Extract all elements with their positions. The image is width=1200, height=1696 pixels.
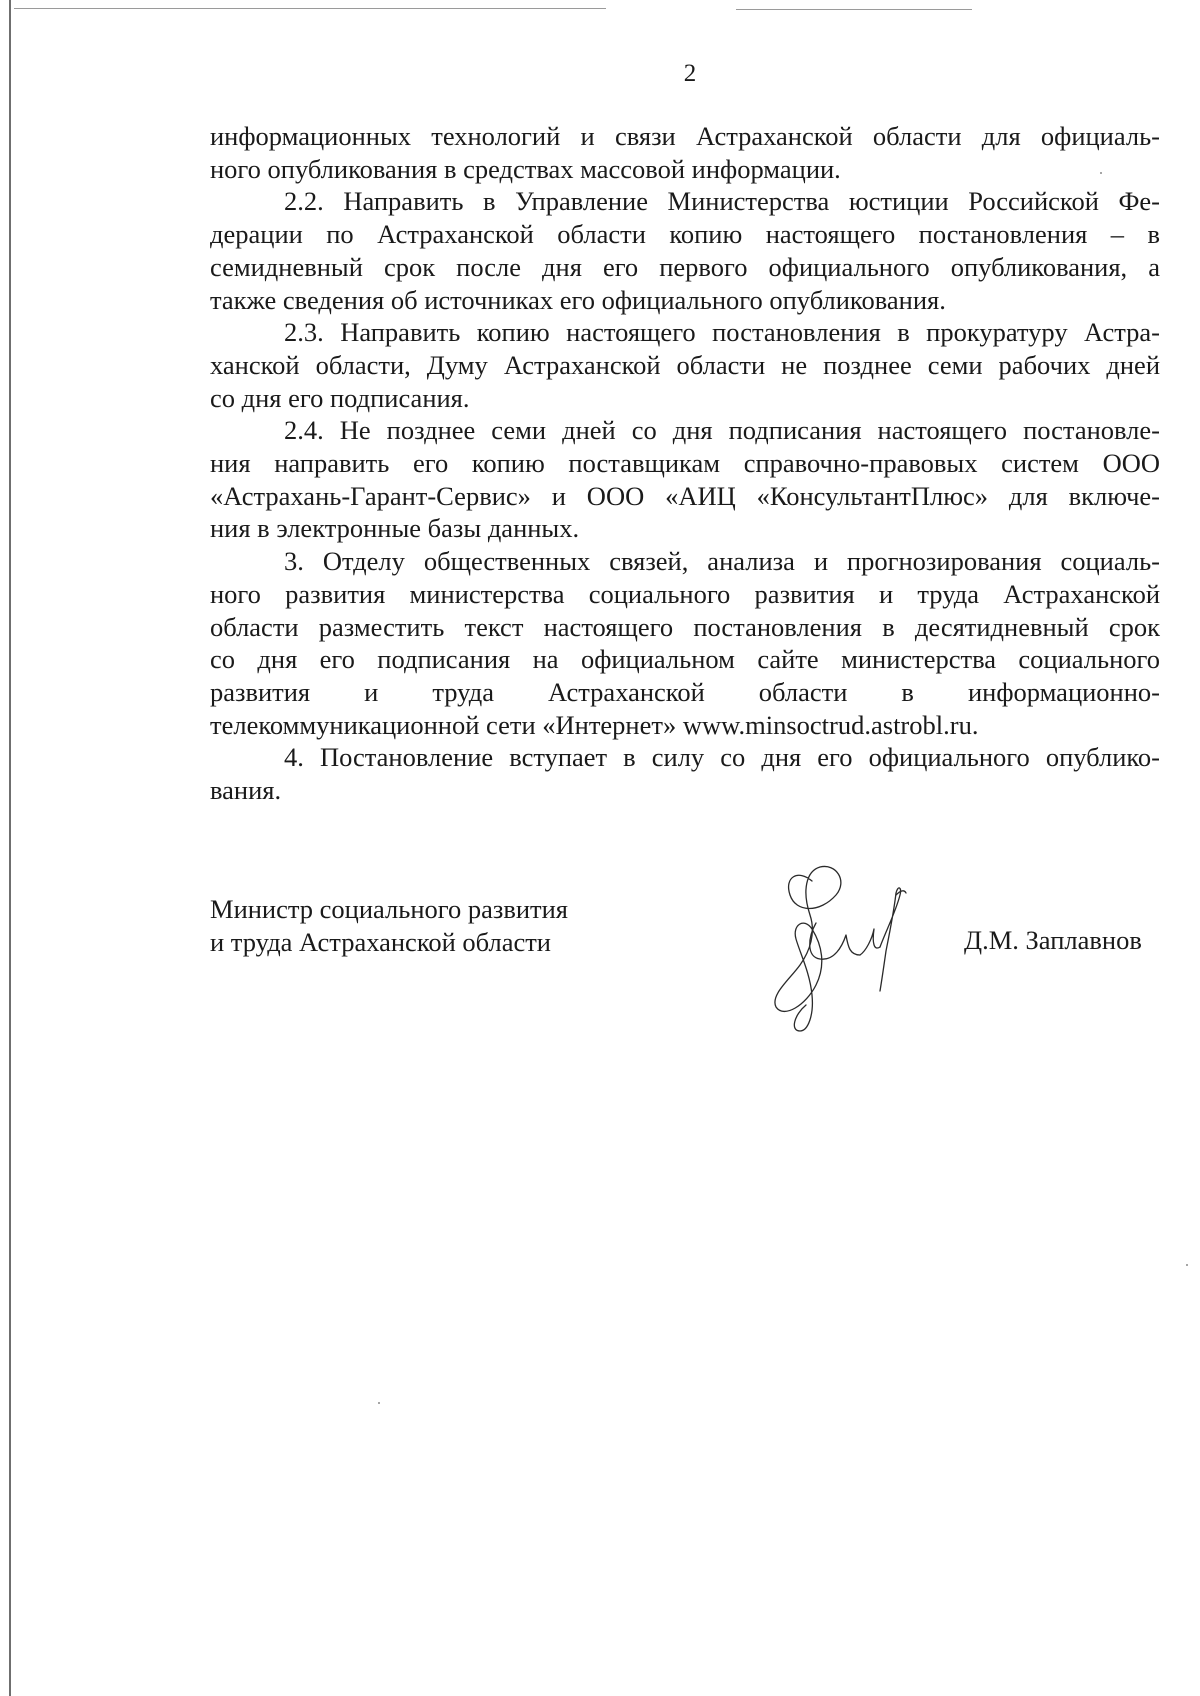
text-line: области разместить текст настоящего постановления в десятидневный срок: [210, 611, 1160, 642]
signatory-title: [210, 893, 568, 959]
text-line: ного развития министерства социального развития и труда Астраханской: [210, 578, 1160, 609]
text-line: ния направить его копию поставщикам справочно-правовых систем ООО: [210, 448, 1160, 479]
signatory-title-line-1: Министр социального развития: [210, 894, 568, 924]
scan-border-left: [9, 0, 11, 1696]
text-line: 2.3. Направить копию настоящего постановления в прокуратуру Астра-: [284, 317, 1160, 348]
paragraph: [210, 316, 1160, 414]
text-line: «Астрахань-Гарант-Сервис» и ООО «АИЦ «КонсультантПлюс» для включе-: [210, 480, 1160, 511]
text-line: телекоммуникационной сети «Интернет» www.minsoctrud.astrobl.ru.: [210, 709, 979, 740]
scan-border-top-left: [14, 8, 606, 9]
text-line: ханской области, Думу Астраханской области не позднее семи рабочих дней: [210, 349, 1160, 380]
text-line: семидневный срок после дня его первого официального опубликования, а: [210, 251, 1160, 282]
scan-border-top-right: [736, 9, 972, 10]
paragraph: [210, 120, 1160, 185]
text-line: 3. Отделу общественных связей, анализа и прогнозирования социаль-: [284, 546, 1160, 577]
document-body: [210, 120, 1160, 807]
text-line: вания.: [210, 775, 282, 806]
text-line: 4. Постановление вступает в силу со дня его официального опублико-: [284, 742, 1160, 773]
paragraph: [210, 185, 1160, 316]
paragraph: [210, 545, 1160, 741]
text-line: информационных технологий и связи Астраханской области для официаль-: [210, 121, 1160, 151]
text-line: ния в электронные базы данных.: [210, 513, 580, 544]
text-line: 2.2. Направить в Управление Министерства юстиции Российской Фе-: [284, 186, 1160, 217]
text-line: со дня его подписания.: [210, 382, 470, 413]
scan-speck: [1100, 172, 1102, 174]
text-line: также сведения об источниках его официального опубликования.: [210, 284, 946, 315]
paragraph: [210, 741, 1160, 806]
signatory-title-line-2: и труда Астраханской области: [210, 927, 551, 957]
text-line: развития и труда Астраханской области в информационно-: [210, 676, 1160, 707]
scan-speck: [378, 1402, 380, 1404]
text-line: 2.4. Не позднее семи дней со дня подписания настоящего постановле-: [284, 415, 1160, 446]
signer-name: Д.М. Заплавнов: [964, 925, 1142, 955]
text-line: со дня его подписания на официальном сайте министерства социального: [210, 644, 1160, 675]
paragraph: [210, 414, 1160, 545]
text-line: дерации по Астраханской области копию настоящего постановления – в: [210, 219, 1160, 250]
handwritten-signature: [750, 855, 920, 1035]
text-line: ного опубликования в средствах массовой информации.: [210, 153, 841, 184]
scan-speck: [1186, 1264, 1188, 1266]
page-number: 2: [683, 60, 697, 87]
